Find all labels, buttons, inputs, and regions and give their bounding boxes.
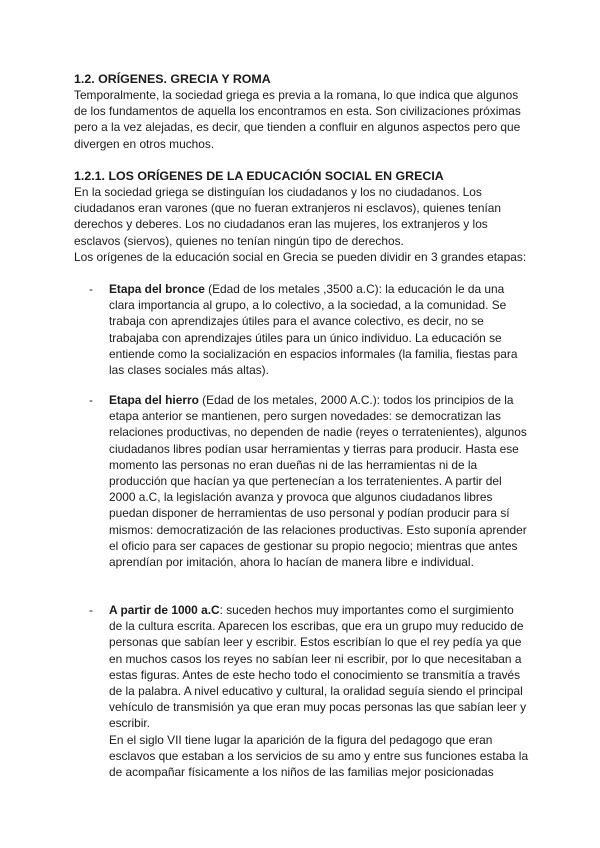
stages-intro-paragraph: Los orígenes de la educación social en Grecia se pueden dividir en 3 grandes etapas: (74, 250, 527, 264)
list-item-continuation: En el siglo VII tiene lugar la aparición de la figura del pedagogo que eran esclavos que estaban a los servicios de su amo y entre sus funciones estaba la de acompañar físicamente a los niños de las familias mejor posicionadas (109, 732, 529, 780)
intro-paragraph: Temporalmente, la sociedad griega es previa a la romana, lo que indica que algunos de los fundamentos de aquella los encontramos en esta. Son civilizaciones próximas pero a la vez alejadas, es decir, que tienden a confluir en algunos aspectos pero que divergen en otros muchos. (74, 88, 521, 151)
list-dash: - (89, 282, 93, 296)
list-item-title: A partir de 1000 a.C (109, 603, 220, 617)
list-item-text (109, 602, 529, 732)
list-item-1000ac (89, 602, 529, 780)
list-item-bronce (89, 281, 529, 378)
list-dash: - (89, 603, 93, 617)
list-item-text (109, 281, 529, 378)
list-item-body: (Edad de los metales, 2000 A.C.): todos los principios de la etapa anterior se mantienen, pero surgen novedades: se democratizan las relaciones productivas, no dependen de nadie (reyes o terratenientes), algunos ciudadanos libres podían usar herramientas y tierras para producir. Hasta ese momento las personas no eran dueñas ni de las herramientas ni de la producción que hacían ya que pertenecían a los terratenientes. A partir del 2000 a.C, la legislación avanza y provoca que algunos ciudadanos libres puedan disponer de herramientas de uso personal y podían producir para sí mismos: democratización de las relaciones productivas. Esto suponía aprender el oficio para ser capaces de gestionar su propio negocio; mientras que antes aprendían por imitación, ahora lo hacían de manera libre e individual. (109, 393, 527, 570)
section-heading-grecia: 1.2.1. LOS ORÍGENES DE LA EDUCACIÓN SOCIAL EN GRECIA (74, 169, 444, 183)
list-item-body: (Edad de los metales ,3500 a.C): la educación le da una clara importancia al grupo, a lo colectivo, a la sociedad, a la comunidad. Se trabaja con aprendizajes útiles para el avance colectivo, es decir, no se trabajaba con aprendizajes útiles para un único individuo. La educación se entiende como la socialización en espacios informales (la familia, fiestas para las clases sociales más altas). (109, 282, 518, 378)
list-item-title: Etapa del bronce (109, 282, 205, 296)
list-item-title: Etapa del hierro (109, 393, 199, 407)
list-item-text (109, 392, 529, 570)
list-item-body: : suceden hechos muy importantes como el surgimiento de la cultura escrita. Aparecen los escribas, que era un grupo muy reducido de personas que sabían leer y escribir. Estos escribían lo que el rey pedía ya que en muchos casos los reyes no sabían leer ni escribir, por lo que necesitaban a estas figuras. Antes de este hecho todo el conocimiento se transmitía a través de la palabra. A nivel educativo y cultural, la oralidad seguía siendo el principal vehículo de transmisión ya que eran muy pocas personas las que sabían leer y escribir. (109, 603, 527, 731)
citizens-paragraph: En la sociedad griega se distinguían los ciudadanos y los no ciudadanos. Los ciudadanos eran varones (que no fueran extranjeros ni esclavos), quienes tenían derechos y deberes. Los no ciudadanos eran las mujeres, los extranjeros y los esclavos (siervos), quienes no tenían ningún tipo de derechos. (74, 185, 502, 248)
list-dash: - (89, 393, 93, 407)
list-item-hierro (89, 392, 529, 570)
section-heading-origenes: 1.2. ORÍGENES. GRECIA Y ROMA (74, 72, 271, 86)
